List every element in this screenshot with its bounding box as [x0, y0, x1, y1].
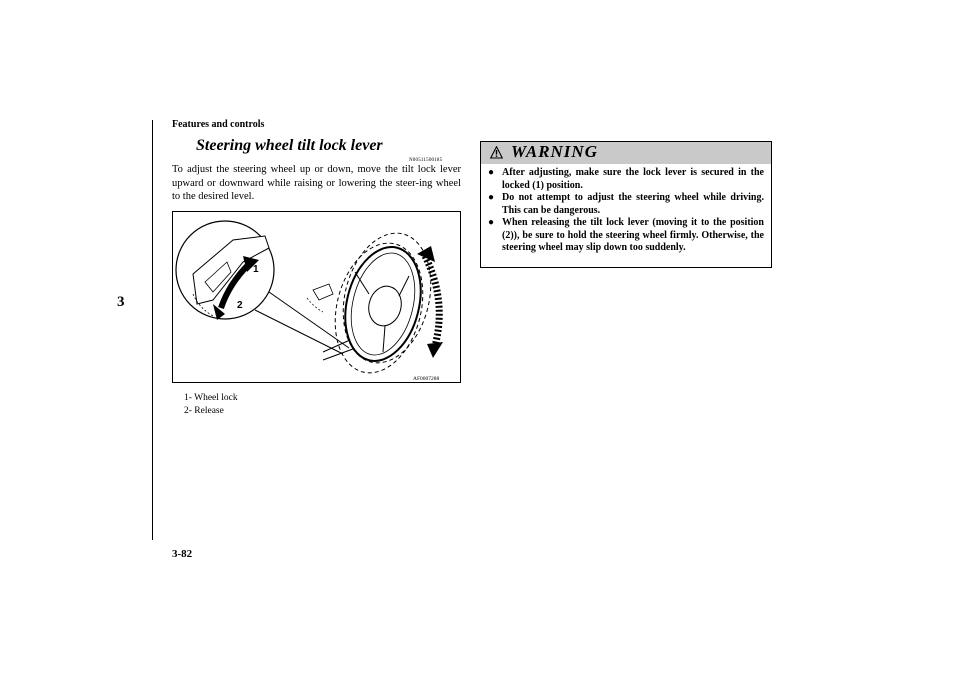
sidebar-rule — [152, 120, 153, 540]
callout-2: 2 — [237, 300, 243, 311]
warning-item: ● When releasing the tilt lock lever (moving it to the position (2)), be sure to hold the steering wheel firmly. Otherwise, the steering wheel may slip down too suddenly. — [488, 217, 764, 253]
tilt-arrow-head-up — [417, 246, 435, 262]
tilt-arrow-head-down — [427, 342, 443, 358]
column-lever — [313, 284, 333, 300]
warning-triangle-icon — [490, 146, 503, 159]
warning-title: WARNING — [511, 142, 598, 161]
bullet-icon: ● — [488, 167, 495, 178]
figure-code: AF0007288 — [413, 376, 440, 382]
warning-item: ● Do not attempt to adjust the steering wheel while driving. This can be dangerous. — [488, 192, 764, 216]
bullet-icon: ● — [488, 217, 495, 228]
legend-item-release: 2- Release — [184, 405, 224, 416]
body-paragraph: To adjust the steering wheel up or down, move the tilt lock lever upward or downward while raising or lowering the steer-ing wheel to the desired level. — [172, 164, 461, 202]
section-title: Steering wheel tilt lock lever — [196, 137, 383, 154]
steering-wheel-diagram — [173, 212, 461, 383]
tilt-arrow-body — [425, 256, 439, 346]
illustration-legend — [184, 392, 238, 417]
bullet-icon: ● — [488, 192, 495, 203]
reference-code: N00511500185 — [409, 158, 443, 163]
warning-box — [480, 141, 772, 268]
connector-line-bottom — [255, 310, 343, 354]
section-label: Features and controls — [172, 119, 265, 130]
warning-header-bar — [481, 142, 771, 164]
legend-item-wheel-lock: 1- Wheel lock — [184, 393, 238, 403]
chapter-number: 3 — [117, 294, 125, 310]
warning-item: ● After adjusting, make sure the lock lever is secured in the locked (1) position. — [488, 167, 764, 191]
callout-1: 1 — [253, 264, 259, 275]
warning-list — [488, 167, 764, 255]
steering-illustration — [172, 211, 461, 383]
page-number: 3-82 — [172, 548, 193, 560]
